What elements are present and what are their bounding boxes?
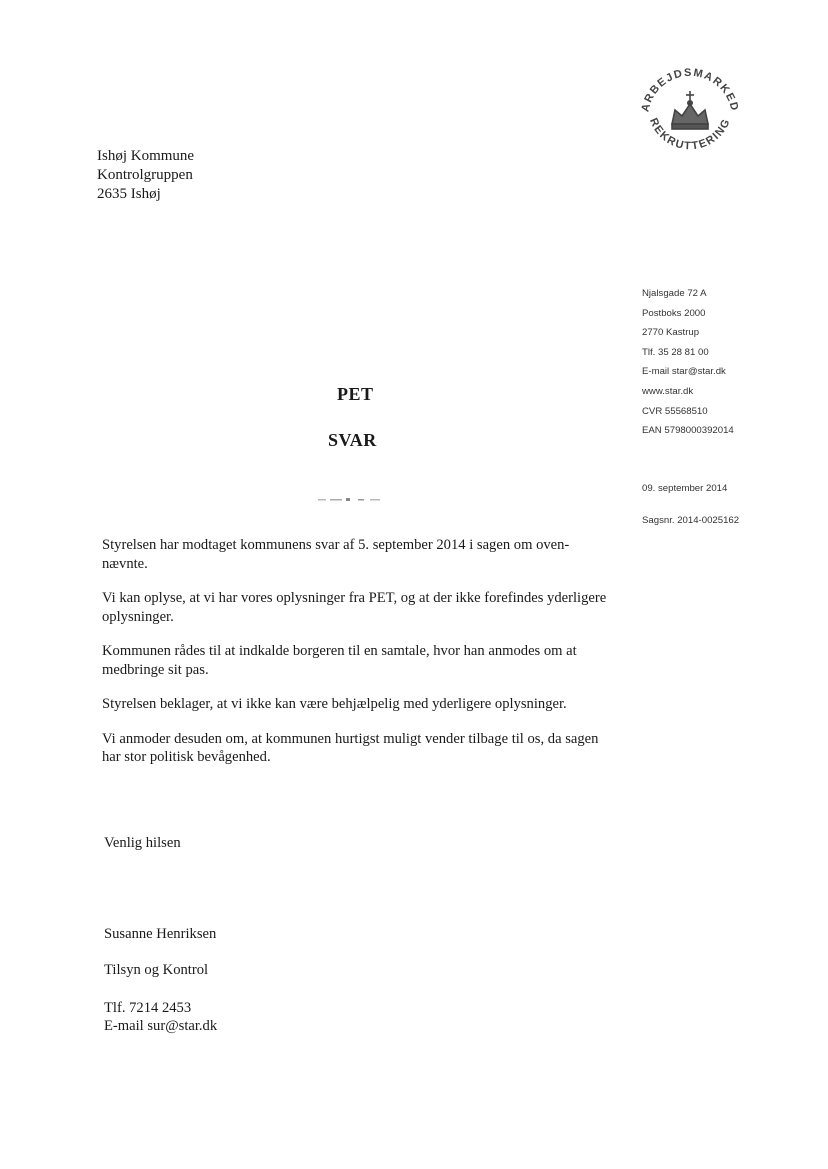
body-paragraph-5: Vi anmoder desuden om, at kommunen hurtigst muligt vender tilbage til os, da sagen har stor politisk bevågenhed. bbox=[102, 730, 599, 765]
crown-icon bbox=[672, 91, 708, 129]
logo-text-bottom: REKRUTTERING bbox=[647, 116, 734, 153]
heading-svar: SVAR bbox=[328, 430, 377, 450]
sender-web: www.star.dk bbox=[642, 385, 694, 397]
body-paragraph-3: Kommunen rådes til at indkalde borgeren til en samtale, hvor han anmodes om at medbringe sit pas. bbox=[102, 643, 577, 678]
signer-name: Susanne Henriksen bbox=[104, 926, 217, 942]
letter-body bbox=[102, 536, 607, 783]
recipient-department: Kontrolgruppen bbox=[97, 167, 193, 183]
sender-ean: EAN 5798000392014 bbox=[642, 425, 734, 437]
letter-date: 09. september 2014 bbox=[642, 483, 728, 494]
body-paragraph-4: Styrelsen beklager, at vi ikke kan være behjælpelig med yderligere oplysninger. bbox=[102, 696, 567, 712]
signer-department: Tilsyn og Kontrol bbox=[104, 962, 209, 978]
signer-email: E-mail sur@star.dk bbox=[104, 1017, 218, 1034]
signer-contact bbox=[104, 1000, 217, 1035]
logo-text-top: ARBEJDSMARKED bbox=[639, 66, 741, 114]
sender-cvr: CVR 55568510 bbox=[642, 405, 708, 417]
sender-address: Njalsgade 72 A bbox=[642, 288, 707, 299]
sender-email: E-mail star@star.dk bbox=[642, 366, 726, 378]
body-paragraph-1: Styrelsen har modtaget kommunens svar af 5. september 2014 i sagen om oven-nævnte. bbox=[102, 537, 570, 572]
recipient-address bbox=[97, 147, 194, 204]
sender-city: 2770 Kastrup bbox=[642, 327, 700, 339]
closing-greeting: Venlig hilsen bbox=[104, 835, 181, 851]
recipient-name: Ishøj Kommune bbox=[97, 148, 195, 164]
case-number: Sagsnr. 2014-0025162 bbox=[642, 515, 740, 526]
sender-info bbox=[642, 284, 734, 441]
recipient-city: 2635 Ishøj bbox=[97, 186, 161, 202]
sender-phone: Tlf. 35 28 81 00 bbox=[642, 346, 709, 358]
redaction-smudge bbox=[300, 497, 400, 503]
heading-pet: PET bbox=[337, 384, 374, 404]
logo-seal bbox=[634, 58, 746, 170]
signer-phone: Tlf. 7214 2453 bbox=[104, 1000, 192, 1016]
body-paragraph-2: Vi kan oplyse, at vi har vores oplysninger fra PET, og at der ikke forefindes yderligere oplysninger. bbox=[102, 590, 607, 625]
sender-pobox: Postboks 2000 bbox=[642, 307, 706, 319]
